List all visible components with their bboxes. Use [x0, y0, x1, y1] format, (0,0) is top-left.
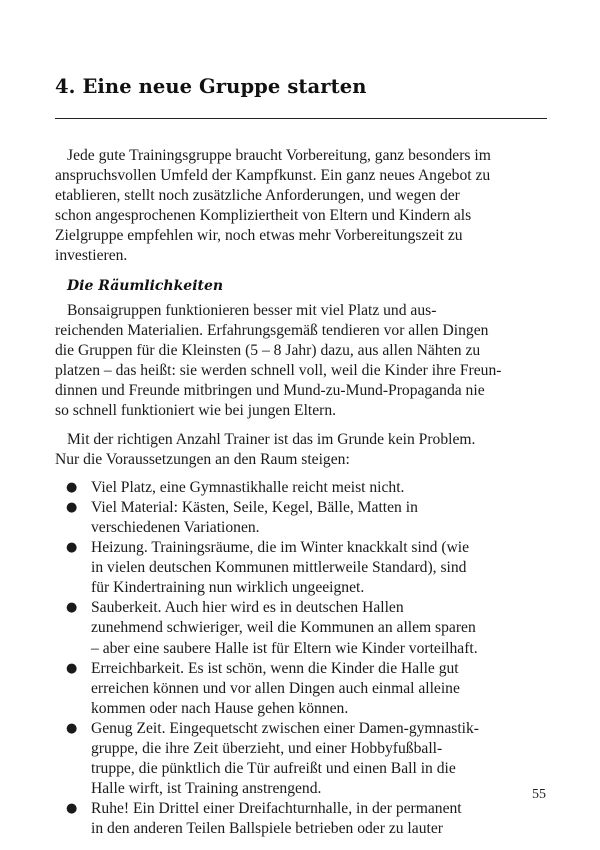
text-line: anspruchsvollen Umfeld der Kampfkunst. Ein ganz neues Angebot zu — [55, 167, 491, 185]
intro-paragraph — [55, 146, 555, 267]
text-line: Heizung. Trainingsräume, die im Winter knackkalt sind (wie — [91, 539, 470, 557]
text-line: für Kindertraining nun wirklich ungeeignet. — [91, 579, 365, 597]
text-line: erreichen können und vor allen Dingen auch einmal alleine — [91, 679, 460, 697]
section-title: Die Räumlichkeiten — [67, 278, 224, 294]
bullet-icon: ● — [66, 660, 78, 676]
text-line: kommen oder nach Hause gehen können. — [91, 699, 349, 717]
text-line: verschiedenen Variationen. — [91, 518, 260, 536]
text-line: Ruhe! Ein Drittel einer Dreifachturnhalle, in der permanent — [91, 800, 462, 818]
paragraph-2 — [55, 430, 555, 470]
text-line: in den anderen Teilen Ballspiele betrieben oder zu lauter — [91, 820, 443, 838]
page-number: 55 — [532, 787, 546, 802]
text-line: Nur die Voraussetzungen an den Raum steigen: — [55, 450, 350, 468]
list-item — [55, 478, 555, 498]
text-line: Genug Zeit. Eingequetscht zwischen einer Damen-gymnastik- — [91, 719, 479, 737]
text-line: Jede gute Trainingsgruppe braucht Vorbereitung, ganz besonders im — [67, 147, 491, 164]
text-line: truppe, die pünktlich die Tür aufreißt und einen Ball in die — [91, 760, 456, 778]
text-line: – aber eine saubere Halle ist für Eltern wie Kinder vorteilhaft. — [91, 639, 478, 657]
text-line: Zielgruppe empfehlen wir, noch etwas mehr Vorbereitungszeit zu — [55, 227, 463, 245]
bullet-icon: ● — [66, 801, 78, 817]
bullet-icon: ● — [66, 499, 78, 515]
text-line: so schnell funktioniert wie bei jungen Eltern. — [55, 402, 337, 420]
text-line: die Gruppen für die Kleinsten (5 – 8 Jahr) dazu, aus allen Nähten zu — [55, 342, 481, 360]
text-line: investieren. — [55, 247, 128, 265]
bullet-icon: ● — [66, 479, 78, 495]
list-item — [55, 799, 555, 839]
text-line: in vielen deutschen Kommunen mittlerweile Standard), sind — [91, 559, 467, 577]
paragraph-1 — [55, 301, 555, 422]
text-line: Sauberkeit. Auch hier wird es in deutschen Hallen — [91, 599, 404, 617]
requirements-list — [55, 478, 555, 840]
text-line: gruppe, die ihre Zeit überzieht, und einer Hobbyfußball- — [91, 739, 443, 757]
title-divider — [55, 118, 547, 119]
text-line: Mit der richtigen Anzahl Trainer ist das im Grunde kein Problem. — [67, 430, 476, 448]
list-item — [55, 498, 555, 538]
list-item — [55, 659, 555, 719]
text-line: Halle wirft, ist Training anstrengend. — [91, 780, 322, 798]
list-item — [55, 538, 555, 598]
text-line: Bonsaigruppen funktionieren besser mit viel Platz und aus- — [67, 302, 437, 319]
text-line: Viel Platz, eine Gymnastikhalle reicht meist nicht. — [91, 478, 405, 496]
bullet-icon: ● — [66, 600, 78, 616]
bullet-icon: ● — [66, 540, 78, 556]
text-line: schon angesprochenen Kompliziertheit von Eltern und Kindern als — [55, 207, 472, 225]
chapter-title: 4. Eine neue Gruppe starten — [55, 75, 367, 98]
text-line: zunehmend schwieriger, weil die Kommunen an allem sparen — [91, 619, 476, 637]
text-line: Viel Material: Kästen, Seile, Kegel, Bälle, Matten in — [91, 498, 418, 516]
section-body — [55, 301, 555, 839]
list-item — [55, 598, 555, 658]
text-line: platzen – das heißt: sie werden schnell voll, weil die Kinder ihre Freun- — [55, 362, 502, 380]
text-line: etablieren, stellt noch zusätzliche Anforderungen, und wegen der — [55, 187, 460, 205]
text-line: dinnen und Freunde mitbringen und Mund-zu-Mund-Propaganda nie — [55, 382, 485, 400]
text-line: Erreichbarkeit. Es ist schön, wenn die Kinder die Halle gut — [91, 659, 459, 677]
text-line: reichenden Materialien. Erfahrungsgemäß tendieren vor allen Dingen — [55, 322, 489, 340]
list-item — [55, 719, 555, 799]
bullet-icon: ● — [66, 720, 78, 736]
